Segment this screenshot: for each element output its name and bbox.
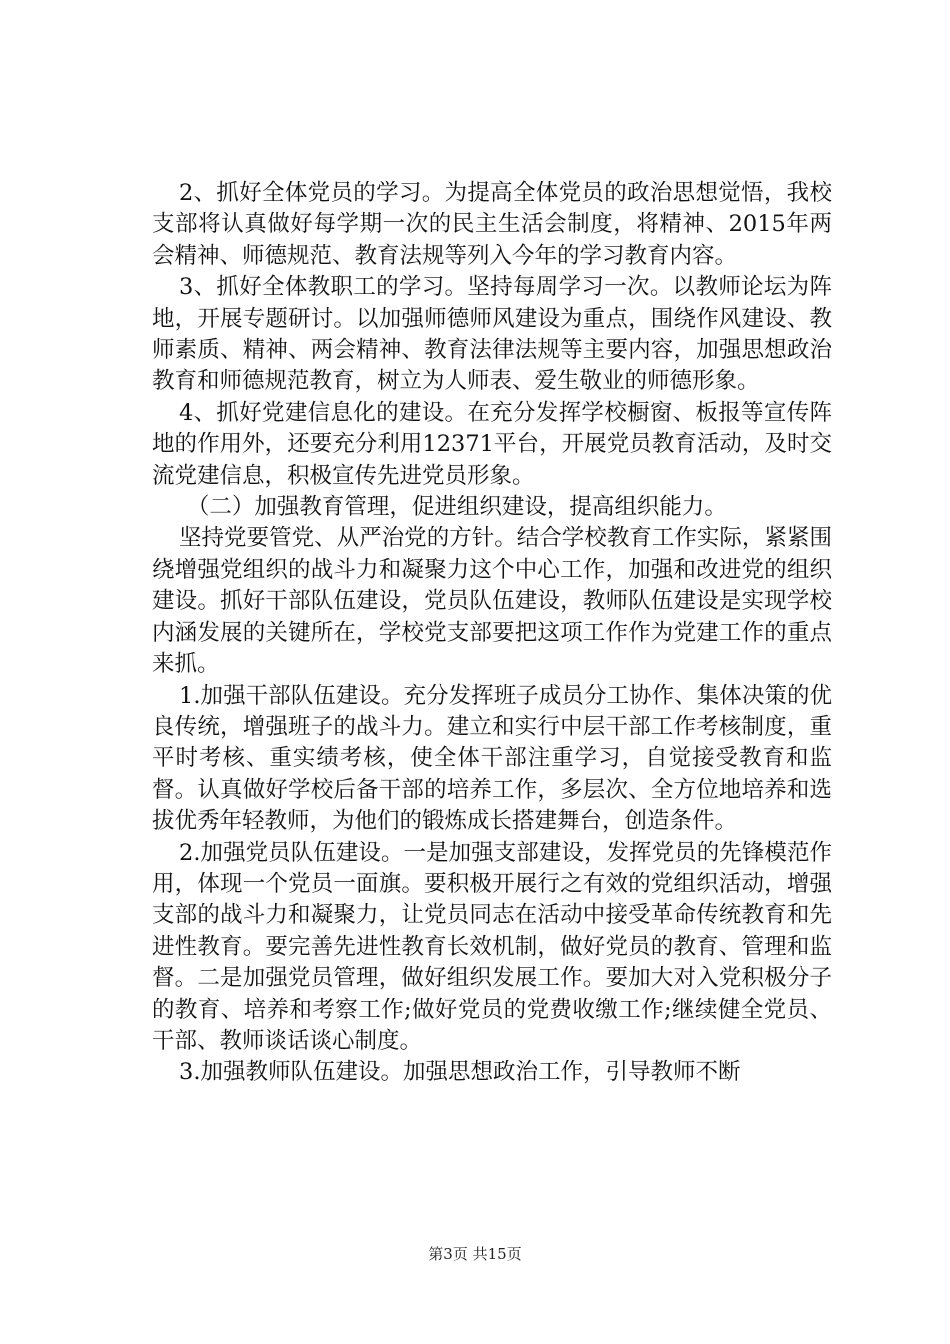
page-number-footer: 第3页 共15页 [428, 1245, 522, 1263]
paragraph-party-policy: 坚持党要管党、从严治党的方针。结合学校教育工作实际，紧紧围绕增强党组织的战斗力和凝聚力这个中心工作，加强和改进党的组织建设。抓好干部队伍建设，党员队伍建设，教师队伍建设是实现学校内涵发展的关键所在，学校党支部要把这项工作作为党建工作的重点来抓。 [152, 525, 832, 678]
paragraph-study-party-members: 2、抓好全体党员的学习。为提高全体党员的政治思想觉悟，我校支部将认真做好每学期一次的民主生活会制度，将精神、2015年两会精神、师德规范、教育法规等列入今年的学习教育内容。 [152, 180, 832, 269]
document-body [152, 178, 832, 1089]
paragraph-teacher-team: 3.加强教师队伍建设。加强思想政治工作，引导教师不断 [179, 1059, 741, 1086]
paragraph-cadre-team: 1.加强干部队伍建设。充分发挥班子成员分工协作、集体决策的优良传统，增强班子的战斗力。建立和实行中层干部工作考核制度，重平时考核、重实绩考核，使全体干部注重学习，自觉接受教育和监督。认真做好学校后备干部的培养工作，多层次、全方位地培养和选拔优秀年轻教师，为他们的锻炼成长搭建舞台，创造条件。 [152, 682, 832, 835]
paragraph-informatization: 4、抓好党建信息化的建设。在充分发挥学校橱窗、板报等宣传阵地的作用外，还要充分利用12371平台，开展党员教育活动，及时交流党建信息，积极宣传先进党员形象。 [152, 399, 832, 489]
paragraph-study-staff: 3、抓好全体教职工的学习。坚持每周学习一次。以教师论坛为阵地，开展专题研讨。以加强师德师风建设为重点，围绕作风建设、教师素质、精神、两会精神、教育法律法规等主要内容，加强思想政治教育和师德规范教育，树立为人师表、爱生敬业的师德形象。 [152, 274, 832, 395]
section-heading-management: （二）加强教育管理，促进组织建设，提高组织能力。 [186, 494, 727, 521]
paragraph-member-team: 2.加强党员队伍建设。一是加强支部建设，发挥党员的先锋模范作用，体现一个党员一面旗。要积极开展行之有效的党组织活动，增强支部的战斗力和凝聚力，让党员同志在活动中接受革命传统教育和先进性教育。要完善先进性教育长效机制，做好党员的教育、管理和监督。二是加强党员管理，做好组织发展工作。要加大对入党积极分子的教育、培养和考察工作;做好党员的党费收缴工作;继续健全党员、干部、教师谈话谈心制度。 [152, 839, 832, 1054]
